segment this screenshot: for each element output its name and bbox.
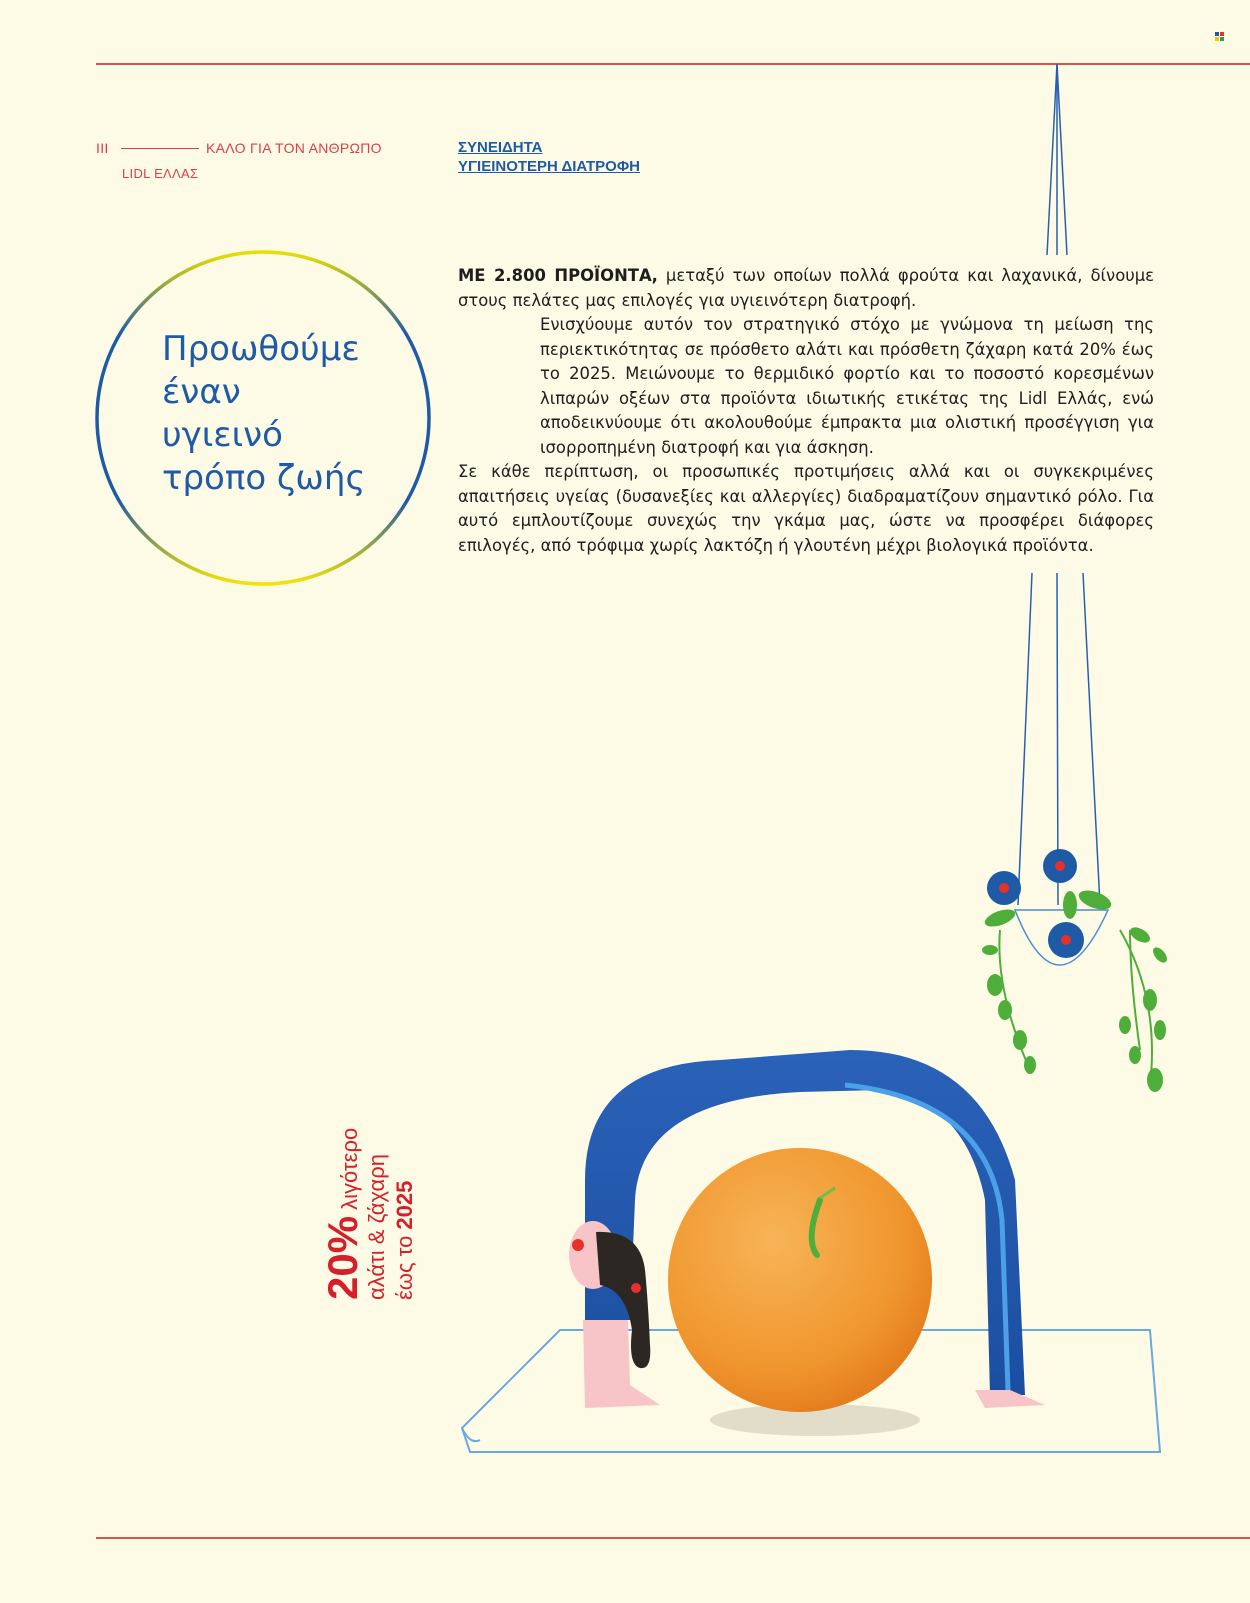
lead-bold: ΜΕ 2.800 ΠΡΟΪΟΝΤΑ, (458, 266, 658, 285)
topic-line-2: ΥΓΙΕΙΝΟΤΕΡΗ ΔΙΑΤΡΟΦΗ (458, 158, 640, 175)
paragraph-3: Σε κάθε περίπτωση, οι προσωπικές προτιμήσεις αλλά και οι συγκεκριμένες απαιτήσεις υγείας (δυσανεξίες και αλλεργίες) διαδραματίζουν σημαντικό ρόλο. Για αυτό εμπλουτίζουμε συνεχώς την γκάμα μας, ώστε να προσφέρει διάφορες επιλογές, από τρόφιμα χωρίς λακτόζη ή γλουτένη μέχρι βιολογικά προϊόντα. (458, 462, 1154, 555)
orange-fruit (668, 1148, 932, 1412)
flower-2 (1043, 849, 1077, 883)
circle-line-4: τρόπο ζωής (162, 458, 366, 498)
flower-3 (1048, 922, 1084, 958)
stat-line-1 (319, 1100, 366, 1300)
stat-label-3: έως το (392, 1229, 417, 1300)
stat-line-2: αλάτι & ζάχαρη (364, 1154, 389, 1300)
paragraph-2: Ενισχύουμε αυτόν τον στρατηγικό στόχο με γνώμονα τη μείωση της περιεκτικότητας σε πρόσθετο αλάτι και πρόσθετη ζάχαρη κατά 20% έως το 2025. Μειώνουμε το θερμιδικό φορτίο και το ποσοστό κορεσμένων λιπαρών οξέων στα προϊόντα ιδιωτικής ετικέτας της Lidl Ελλάς, ενώ αποδεικνύουμε ότι ακολουθούμε έμπρακτα μια ολιστική προσέγγιση για ισορροπημένη διατροφή και για άσκηση. (540, 315, 1154, 457)
chapter-number: III (96, 140, 109, 156)
stat-label-1: λιγότερο (337, 1127, 362, 1216)
flower-1 (987, 871, 1021, 905)
section-title: ΚΑΛΟ ΓΙΑ ΤΟΝ ΑΝΘΡΩΠΟ (206, 140, 382, 156)
company-name: LIDL ΕΛΛΑΣ (122, 166, 199, 181)
hanging-plant (982, 849, 1170, 1092)
hanging-strings-top (1047, 64, 1067, 255)
circle-line-3: υγιεινό (162, 415, 283, 455)
stat-text (319, 1100, 419, 1300)
bottom-divider (96, 1537, 1250, 1539)
stat-line-3 (391, 1100, 419, 1300)
circle-line-2: έναν (162, 372, 241, 412)
stat-callout (310, 1100, 450, 1300)
circle-line-1: Προωθούμε (162, 329, 360, 369)
stat-year: 2025 (392, 1180, 417, 1230)
stat-percent: 20% (319, 1215, 366, 1300)
lead-rest: μεταξύ των οποίων πολλά φρούτα και λαχανικά, δίνουμε στους πελάτες μας επιλογές για υγιεινότερη διατροφή. (458, 266, 1154, 310)
topic-line-1: ΣΥΝΕΙΔΗΤΑ (458, 139, 543, 156)
